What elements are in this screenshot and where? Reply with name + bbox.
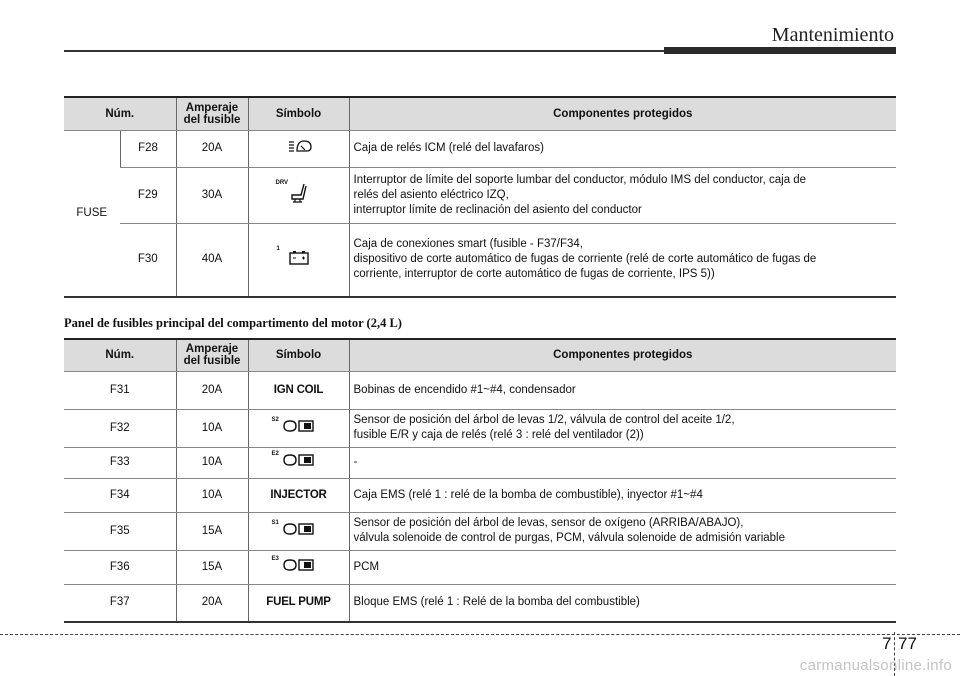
protected-components-line: Sensor de posición del árbol de levas 1/2, válvula de control del aceite 1/2, (353, 414, 735, 426)
table-row (64, 409, 896, 447)
icon-superscript: S1 (271, 519, 279, 526)
fuse-num: F37 (64, 584, 176, 622)
protected-components-line: Interruptor de límite del soporte lumbar del conductor, módulo IMS del conductor, caja de (353, 173, 807, 186)
fuse-table-top (64, 96, 896, 298)
fuse-num: F28 (120, 130, 176, 167)
fuse-num: F35 (64, 512, 176, 550)
page-number: 77 (898, 634, 917, 653)
table-row (64, 371, 896, 409)
col-header-components: Componentes protegidos (349, 339, 896, 371)
fuse-num: F33 (64, 447, 176, 478)
protected-components-line: válvula solenoide de control de purgas, PCM, válvula solenoide de admisión variable (353, 532, 786, 544)
protected-components-line: Sensor de posición del árbol de levas, sensor de oxígeno (ARRIBA/ABAJO), (353, 517, 744, 529)
fuse-num: F32 (64, 409, 176, 447)
col-header-amp: Amperaje del fusible (176, 97, 248, 130)
table-row (64, 130, 896, 167)
icon-superscript: 1 (276, 246, 280, 253)
fuse-amp: 40A (176, 223, 248, 297)
protected-components-line: corriente, interruptor de corte automático de fugas de corriente, IPS 5)) (353, 268, 715, 281)
icon-superscript: DRV (275, 179, 289, 186)
table-row (64, 167, 896, 223)
fuse-amp: 15A (176, 550, 248, 584)
page-header-title: Mantenimiento (771, 24, 894, 46)
symbol-text: IGN COIL (248, 371, 349, 409)
fuse-num: F29 (120, 167, 176, 223)
protected-components: Caja de relés ICM (relé del lavafaros) (349, 130, 896, 167)
icon-superscript: E2 (271, 451, 279, 457)
protected-components-line: Caja de conexiones smart (fusible - F37/F34, (353, 238, 583, 251)
symbol-text: INJECTOR (248, 478, 349, 512)
protected-components: - (349, 447, 896, 478)
footer-rule (0, 634, 960, 635)
fuse-amp: 30A (176, 167, 248, 223)
col-header-symbol: Símbolo (248, 339, 349, 371)
protected-components: Bloque EMS (relé 1 : Relé de la bomba del combustible) (349, 584, 896, 622)
fuse-table-engine (64, 338, 896, 623)
protected-components-line: interruptor límite de reclinación del asiento del conductor (353, 203, 642, 216)
engine-icon (282, 453, 316, 467)
engine-icon (282, 558, 316, 572)
col-header-num: Núm. (64, 339, 176, 371)
protected-components: Caja EMS (relé 1 : relé de la bomba de combustible), inyector #1~#4 (349, 478, 896, 512)
fuse-amp: 20A (176, 371, 248, 409)
protected-components-line: relés del asiento eléctrico IZQ, (353, 188, 509, 201)
table-row (64, 584, 896, 622)
icon-superscript: E3 (271, 555, 279, 562)
col-header-num: Núm. (64, 97, 176, 130)
fuse-num: F34 (64, 478, 176, 512)
fuse-amp: 20A (176, 584, 248, 622)
table-row (64, 447, 896, 478)
fuse-amp: 15A (176, 512, 248, 550)
fuse-num: F36 (64, 550, 176, 584)
fuse-num: F30 (120, 223, 176, 297)
chapter-number: 7 (882, 634, 892, 653)
protected-components-line: fusible E/R y caja de relés (relé 3 : relé del ventilador (2)) (353, 429, 644, 441)
protected-components: Bobinas de encendido #1~#4, condensador (349, 371, 896, 409)
washer-relay-icon (285, 138, 313, 154)
fuse-amp: 10A (176, 409, 248, 447)
driver-seat-icon (286, 182, 312, 204)
table-row (64, 512, 896, 550)
battery-icon (287, 248, 311, 266)
engine-icon (282, 419, 316, 433)
fuse-group-label: FUSE (64, 130, 120, 297)
col-header-amp: Amperaje del fusible (176, 339, 248, 371)
fuse-amp: 10A (176, 478, 248, 512)
fuse-amp: 20A (176, 130, 248, 167)
protected-components: PCM (349, 550, 896, 584)
icon-superscript: S2 (271, 416, 279, 423)
fuse-amp: 10A (176, 447, 248, 478)
section-title: Panel de fusibles principal del compartimento del motor (2,4 L) (64, 316, 402, 330)
header-bar (664, 47, 896, 54)
col-header-symbol: Símbolo (248, 97, 349, 130)
table-row (64, 478, 896, 512)
engine-icon (282, 522, 316, 536)
fuse-num: F31 (64, 371, 176, 409)
protected-components-line: dispositivo de corte automático de fugas de corriente (relé de corte automático de fugas de (353, 253, 817, 266)
table-row (64, 223, 896, 297)
table-row (64, 550, 896, 584)
col-header-components: Componentes protegidos (349, 97, 896, 130)
watermark: carmanualsonline.info (799, 657, 952, 674)
symbol-text: FUEL PUMP (248, 584, 349, 622)
header-rule (64, 50, 664, 52)
